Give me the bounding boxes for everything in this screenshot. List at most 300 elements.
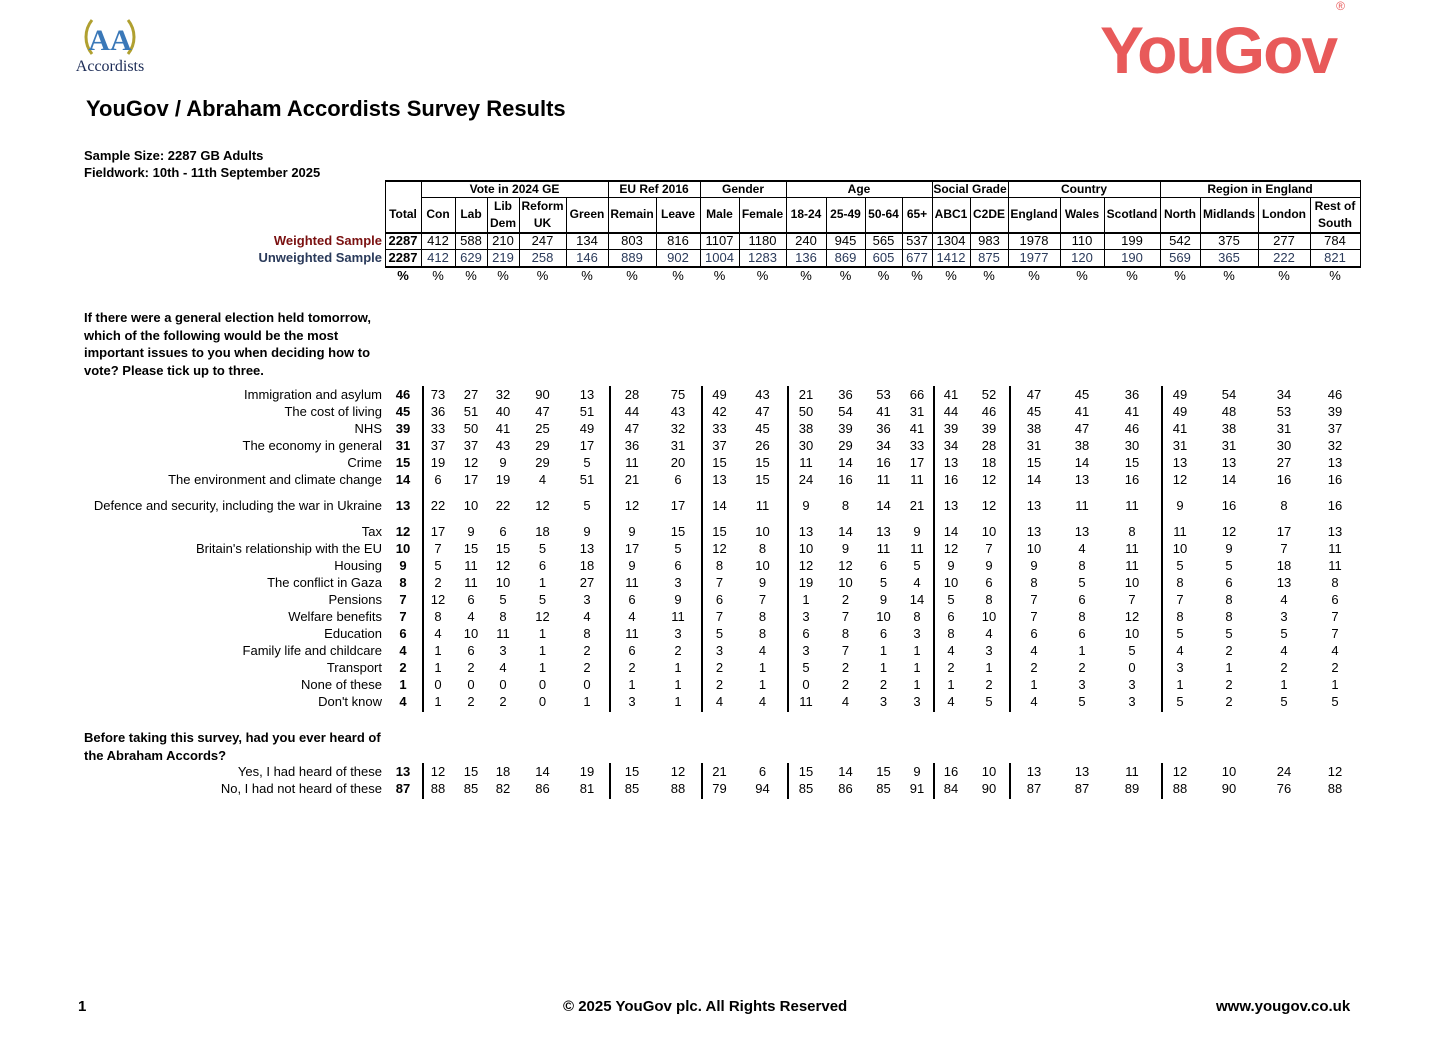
answer-label: No, I had not heard of these [220, 781, 382, 796]
answer-value: 12 [535, 609, 550, 624]
answer-value: 0 [538, 694, 547, 709]
percent-sign: % [1126, 268, 1138, 283]
answer-value: 1 [674, 694, 682, 709]
column-header: North [1164, 207, 1196, 221]
answer-value: 17 [909, 455, 925, 470]
body-group-separator [701, 386, 703, 712]
answer-value: 17 [1276, 524, 1292, 539]
answer-value: 13 [943, 455, 959, 470]
column-header: Dem [489, 216, 516, 230]
answer-value: 8 [434, 609, 442, 624]
answer-value: 47 [755, 404, 770, 419]
answer-value: 66 [909, 387, 925, 402]
answer-value: 2 [499, 694, 507, 709]
answer-value: 4 [841, 694, 850, 709]
answer-value: 10 [838, 575, 853, 590]
answer-value: 41 [495, 421, 511, 436]
answer-value: 90 [535, 387, 550, 402]
answer-value: 3 [985, 643, 993, 658]
answer-value: 2 [841, 592, 850, 607]
column-header: Midlands [1202, 207, 1255, 221]
answer-value: 31 [395, 438, 411, 453]
answer-value: 10 [755, 524, 770, 539]
answer-value: 8 [947, 626, 955, 641]
answer-value: 16 [1221, 498, 1237, 513]
answer-value: 3 [1128, 677, 1136, 692]
answer-value: 6 [715, 592, 724, 607]
answer-value: 2 [1225, 677, 1233, 692]
answer-value: 27 [1276, 455, 1292, 470]
answer-value: 49 [1172, 404, 1188, 419]
answer-value: 25 [535, 421, 550, 436]
unweighted-sample-value: 821 [1324, 250, 1346, 265]
answer-value: 8 [715, 558, 724, 573]
column-header: 25-49 [830, 207, 861, 221]
answer-value: 15 [1124, 455, 1140, 470]
answer-value: 11 [910, 541, 924, 556]
unweighted-sample-value: 569 [1169, 250, 1191, 265]
answer-value: 11 [1173, 524, 1187, 539]
answer-value: 9 [758, 575, 767, 590]
answer-value: 12 [838, 558, 853, 573]
answer-value: 9 [841, 541, 850, 556]
column-group-header: Social Grade [933, 182, 1007, 196]
answer-value: 4 [583, 609, 591, 624]
answer-value: 31 [909, 404, 925, 419]
answer-value: 2 [947, 660, 955, 675]
answer-value: 85 [798, 781, 814, 796]
percent-sign: % [432, 268, 444, 283]
answer-value: 10 [1221, 764, 1237, 779]
answer-value: 11 [1125, 764, 1139, 779]
answer-value: 3 [802, 609, 810, 624]
answer-value: 41 [909, 421, 925, 436]
answer-value: 7 [1128, 592, 1136, 607]
column-header: Scotland [1106, 207, 1158, 221]
answer-value: 9 [879, 592, 888, 607]
answer-value: 45 [1074, 387, 1090, 402]
answer-value: 33 [909, 438, 925, 453]
column-header: Lib [494, 199, 512, 213]
answer-value: 1 [674, 660, 682, 675]
answer-value: 14 [395, 472, 411, 487]
answer-value: 16 [943, 764, 959, 779]
answer-label: Defence and security, including the war in Ukraine [93, 498, 382, 513]
answer-value: 1 [1280, 677, 1288, 692]
weighted-sample-value: 1304 [936, 233, 966, 248]
header-rule-groups [421, 197, 1360, 198]
answer-value: 21 [798, 387, 814, 402]
answer-value: 12 [430, 764, 446, 779]
percent-sign: % [465, 268, 477, 283]
unweighted-sample-value: 902 [667, 250, 689, 265]
page-title: YouGov / Abraham Accordists Survey Results [86, 96, 566, 121]
answer-value: 8 [1078, 558, 1086, 573]
answer-value: 6 [538, 558, 547, 573]
body-group-separator [787, 763, 789, 799]
percent-sign: % [626, 268, 638, 283]
answer-value: 27 [579, 575, 595, 590]
percent-sign: % [397, 268, 409, 283]
answer-value: 36 [430, 404, 446, 419]
answer-value: 5 [802, 660, 810, 675]
answer-value: 88 [670, 781, 686, 796]
answer-value: 15 [712, 524, 727, 539]
answer-value: 8 [499, 609, 507, 624]
percent-sign: % [1329, 268, 1341, 283]
answer-value: 11 [799, 455, 813, 470]
answer-value: 10 [943, 575, 959, 590]
answer-value: 39 [943, 421, 959, 436]
answer-value: 11 [876, 472, 891, 487]
answer-value: 7 [1176, 592, 1184, 607]
answer-value: 10 [463, 498, 479, 513]
answer-value: 13 [1074, 472, 1090, 487]
weighted-sample-value: 2287 [388, 233, 418, 248]
answer-value: 5 [1078, 575, 1086, 590]
answer-label: Don't know [318, 694, 382, 709]
answer-value: 8 [1128, 524, 1136, 539]
column-header: South [1318, 216, 1352, 230]
answer-value: 44 [624, 404, 640, 419]
percent-sign: % [672, 268, 684, 283]
answer-value: 88 [1327, 781, 1343, 796]
body-group-separator [1009, 386, 1011, 712]
answer-value: 29 [535, 438, 550, 453]
body-group-separator [787, 386, 789, 712]
answer-value: 8 [841, 498, 850, 513]
answer-label: Tax [361, 524, 382, 539]
answer-value: 11 [755, 498, 770, 513]
answer-value: 3 [802, 643, 810, 658]
answer-value: 41 [1124, 404, 1140, 419]
answer-value: 9 [985, 558, 993, 573]
weighted-sample-value: 542 [1169, 233, 1191, 248]
answer-value: 12 [1172, 764, 1188, 779]
answer-value: 34 [943, 438, 959, 453]
answer-value: 15 [624, 764, 640, 779]
answer-value: 3 [628, 694, 636, 709]
answer-value: 18 [535, 524, 550, 539]
answer-value: 30 [1276, 438, 1292, 453]
column-header: 65+ [906, 207, 928, 221]
answer-value: 21 [712, 764, 727, 779]
body-group-separator [933, 763, 935, 799]
weighted-sample-value: 1978 [1019, 233, 1049, 248]
answer-label: Education [324, 626, 382, 641]
answer-value: 5 [947, 592, 955, 607]
answer-value: 6 [879, 558, 888, 573]
answer-value: 18 [981, 455, 997, 470]
answer-value: 85 [624, 781, 640, 796]
answer-value: 9 [1225, 541, 1233, 556]
answer-value: 17 [670, 498, 686, 513]
answer-value: 8 [1225, 609, 1233, 624]
answer-value: 40 [495, 404, 511, 419]
answer-value: 18 [579, 558, 595, 573]
answer-value: 7 [399, 609, 407, 624]
answer-value: 41 [943, 387, 959, 402]
answer-value: 14 [838, 455, 853, 470]
answer-value: 1 [758, 660, 767, 675]
body-group-separator [1161, 763, 1163, 799]
answer-value: 4 [947, 643, 955, 658]
answer-value: 15 [1026, 455, 1042, 470]
percent-sign: % [581, 268, 593, 283]
unweighted-sample-value: 120 [1071, 250, 1093, 265]
column-group-header: Age [847, 182, 871, 196]
body-group-separator [1009, 763, 1011, 799]
answer-value: 53 [1276, 404, 1292, 419]
answer-value: 14 [838, 764, 853, 779]
answer-value: 1 [628, 677, 636, 692]
column-header: Remain [610, 207, 654, 221]
answer-value: 2 [674, 643, 682, 658]
answer-value: 45 [1026, 404, 1042, 419]
answer-label: The cost of living [284, 404, 382, 419]
answer-value: 10 [755, 558, 770, 573]
answer-value: 46 [1327, 387, 1343, 402]
answer-value: 13 [1074, 524, 1090, 539]
answer-value: 12 [798, 558, 814, 573]
answer-value: 13 [1327, 524, 1343, 539]
answer-value: 39 [1327, 404, 1343, 419]
answer-value: 9 [913, 764, 921, 779]
answer-value: 46 [981, 404, 997, 419]
answer-value: 5 [1331, 694, 1339, 709]
answer-value: 1 [1225, 660, 1233, 675]
answer-value: 10 [1172, 541, 1188, 556]
answer-value: 47 [1026, 387, 1042, 402]
column-header: Con [426, 207, 450, 221]
answer-value: 31 [1172, 438, 1188, 453]
answer-value: 88 [1172, 781, 1188, 796]
answer-value: 1 [758, 677, 767, 692]
answer-value: 36 [838, 387, 853, 402]
answer-value: 8 [841, 626, 850, 641]
answer-value: 13 [1026, 764, 1042, 779]
answer-value: 6 [399, 626, 407, 641]
answer-value: 31 [1026, 438, 1042, 453]
answer-value: 10 [981, 524, 997, 539]
answer-value: 1 [434, 643, 442, 658]
answer-value: 16 [1327, 472, 1343, 487]
unweighted-sample-value: 629 [460, 250, 482, 265]
answer-value: 4 [1078, 541, 1086, 556]
weighted-sample-value: 803 [621, 233, 643, 248]
answer-value: 5 [1176, 626, 1184, 641]
answer-value: 1 [1078, 643, 1086, 658]
answer-value: 5 [715, 626, 724, 641]
answer-value: 41 [1172, 421, 1188, 436]
answer-value: 10 [1124, 626, 1140, 641]
answer-value: 50 [798, 404, 814, 419]
answer-value: 12 [535, 498, 550, 513]
answer-value: 6 [1030, 626, 1038, 641]
answer-value: 8 [1280, 498, 1288, 513]
answer-value: 7 [841, 609, 850, 624]
answer-value: 4 [758, 643, 767, 658]
answer-value: 8 [758, 626, 767, 641]
answer-value: 5 [1225, 626, 1233, 641]
answer-value: 2 [1225, 643, 1233, 658]
answer-value: 30 [798, 438, 814, 453]
answer-value: 17 [624, 541, 640, 556]
answer-label: Yes, I had heard of these [237, 764, 382, 779]
answer-value: 2 [628, 660, 636, 675]
answer-value: 4 [947, 694, 955, 709]
weighted-sample-value: 784 [1324, 233, 1346, 248]
weighted-sample-value: 1107 [705, 233, 734, 248]
answer-value: 4 [628, 609, 636, 624]
answer-value: 10 [1124, 575, 1140, 590]
sample-size: Sample Size: 2287 GB Adults [84, 148, 264, 163]
answer-value: 14 [1026, 472, 1042, 487]
answer-value: 85 [463, 781, 479, 796]
unweighted-sample-value: 2287 [388, 250, 418, 265]
answer-value: 1 [538, 575, 547, 590]
answer-value: 12 [495, 558, 511, 573]
answer-value: 0 [467, 677, 475, 692]
answer-value: 11 [625, 575, 639, 590]
answer-value: 9 [399, 558, 407, 573]
answer-value: 14 [838, 524, 853, 539]
answer-value: 11 [625, 626, 639, 641]
percent-sign: % [1028, 268, 1040, 283]
answer-value: 1 [947, 677, 955, 692]
unweighted-sample-label: Unweighted Sample [258, 250, 382, 265]
answer-value: 2 [434, 575, 442, 590]
percent-sign: % [756, 268, 769, 283]
answer-value: 4 [1030, 643, 1038, 658]
percent-sign: % [839, 268, 852, 283]
answer-value: 43 [755, 387, 770, 402]
answer-value: 2 [1030, 660, 1038, 675]
answer-value: 53 [876, 387, 891, 402]
body-group-separator [609, 763, 611, 799]
answer-value: 15 [876, 764, 891, 779]
answer-value: 8 [399, 575, 407, 590]
weighted-sample-value: 110 [1071, 233, 1093, 248]
answer-value: 8 [1176, 575, 1184, 590]
answer-value: 11 [1125, 498, 1139, 513]
answer-value: 73 [430, 387, 446, 402]
answer-value: 17 [463, 472, 479, 487]
answer-value: 10 [395, 541, 411, 556]
column-group-header: EU Ref 2016 [619, 182, 689, 196]
answer-value: 41 [876, 404, 891, 419]
answer-value: 6 [467, 643, 475, 658]
column-header: 50-64 [868, 207, 899, 221]
answer-value: 15 [755, 472, 770, 487]
percent-sign: % [1174, 268, 1186, 283]
answer-value: 6 [879, 626, 888, 641]
answer-value: 2 [583, 643, 591, 658]
answer-value: 32 [670, 421, 686, 436]
answer-value: 3 [499, 643, 507, 658]
answer-value: 24 [1276, 764, 1292, 779]
answer-value: 81 [579, 781, 595, 796]
column-group-header: Country [1061, 182, 1107, 196]
answer-value: 10 [981, 609, 997, 624]
answer-value: 4 [1176, 643, 1184, 658]
answer-value: 1 [674, 677, 682, 692]
answer-value: 7 [399, 592, 407, 607]
answer-value: 2 [1331, 660, 1339, 675]
answer-value: 18 [1276, 558, 1292, 573]
answer-value: 48 [1221, 404, 1237, 419]
answer-value: 49 [1172, 387, 1188, 402]
answer-value: 12 [943, 541, 959, 556]
answer-value: 4 [758, 694, 767, 709]
answer-value: 4 [467, 609, 475, 624]
answer-value: 46 [1124, 421, 1140, 436]
answer-value: 4 [1030, 694, 1038, 709]
answer-value: 32 [495, 387, 511, 402]
answer-value: 17 [579, 438, 595, 453]
answer-value: 7 [1331, 626, 1339, 641]
answer-value: 9 [1176, 498, 1184, 513]
column-header: Reform [521, 199, 564, 213]
percent-sign: % [536, 268, 549, 283]
answer-value: 6 [674, 558, 682, 573]
percent-sign: % [1278, 268, 1290, 283]
answer-value: 5 [913, 558, 921, 573]
answer-value: 42 [712, 404, 727, 419]
answer-value: 76 [1276, 781, 1292, 796]
unweighted-sample-value: 605 [872, 250, 895, 265]
answer-value: 7 [1030, 592, 1038, 607]
answer-value: 44 [943, 404, 959, 419]
answer-value: 45 [755, 421, 770, 436]
answer-value: 13 [1074, 764, 1090, 779]
answer-value: 5 [674, 541, 682, 556]
answer-value: 6 [985, 575, 993, 590]
answer-value: 31 [670, 438, 686, 453]
answer-value: 12 [395, 524, 411, 539]
answer-value: 7 [985, 541, 993, 556]
answer-value: 18 [495, 764, 511, 779]
answer-value: 12 [981, 498, 997, 513]
unweighted-sample-value: 190 [1121, 250, 1143, 265]
answer-label: The economy in general [242, 438, 382, 453]
copyright-notice: © 2025 YouGov plc. All Rights Reserved [563, 998, 848, 1015]
answer-value: 38 [798, 421, 814, 436]
answer-value: 3 [1280, 609, 1288, 624]
answer-value: 13 [1221, 455, 1237, 470]
answer-value: 16 [1327, 498, 1343, 513]
column-header: Wales [1064, 207, 1100, 221]
unweighted-sample-value: 1004 [705, 250, 734, 265]
answer-value: 6 [1078, 626, 1086, 641]
answer-value: 54 [1221, 387, 1237, 402]
answer-value: 86 [535, 781, 550, 796]
answer-value: 6 [1078, 592, 1086, 607]
answer-value: 28 [981, 438, 997, 453]
answer-value: 5 [434, 558, 442, 573]
column-group-header: Region in England [1207, 182, 1313, 196]
answer-label: Housing [334, 558, 382, 573]
answer-value: 29 [838, 438, 853, 453]
answer-value: 37 [463, 438, 479, 453]
answer-value: 54 [838, 404, 853, 419]
column-header: Lab [460, 207, 482, 221]
question-text: If there were a general election held tomorrow, which of the following would be the most important issues to you when deciding how to vote? Please tick up to three. [84, 310, 372, 378]
body-group-separator [701, 763, 703, 799]
answer-value: 2 [399, 660, 407, 675]
answer-value: 90 [981, 781, 997, 796]
answer-value: 16 [1124, 472, 1140, 487]
